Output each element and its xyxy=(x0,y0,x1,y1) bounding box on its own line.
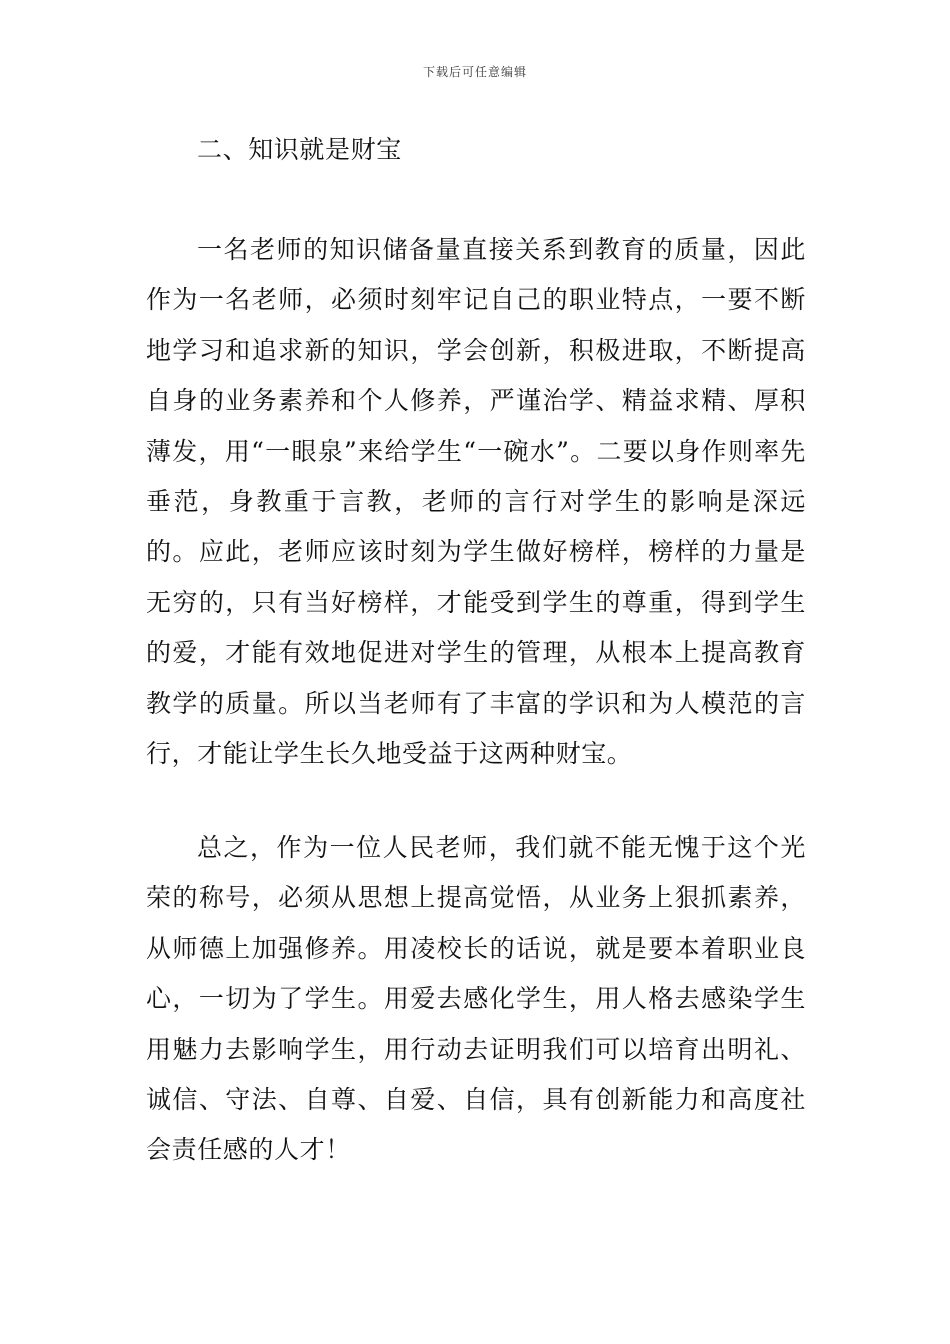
section-heading: 二、知识就是财宝 xyxy=(197,135,402,164)
paragraph-knowledge: 一名老师的知识储备量直接关系到教育的质量，因此作为一名老师，必须时刻牢记自己的职业特点，一要不断地学习和追求新的知识，学会创新，积极进取，不断提高自身的业务素养和个人修养，严谨治学、精益求精、厚积薄发，用“一眼泉”来给学生“一碗水”。二要以身作则率先垂范，身教重于言教，老师的言行对学生的影响是深远的。应此，老师应该时刻为学生做好榜样，榜样的力量是无穷的，只有当好榜样，才能受到学生的尊重，得到学生的爱，才能有效地促进对学生的管理，从根本上提高教育教学的质量。所以当老师有了丰富的学识和为人模范的言行，才能让学生长久地受益于这两种财宝。 xyxy=(146,235,806,769)
paragraph-conclusion: 总之，作为一位人民老师，我们就不能无愧于这个光荣的称号，必须从思想上提高觉悟，从业务上狠抓素养，从师德上加强修养。用凌校长的话说，就是要本着职业良心，一切为了学生。用爱去感化学生，用人格去感染学生用魅力去影响学生，用行动去证明我们可以培育出明礼、诚信、守法、自尊、自爱、自信，具有创新能力和高度社会责任感的人才！ xyxy=(146,833,806,1165)
header-note: 下载后可任意编辑 xyxy=(422,65,527,79)
